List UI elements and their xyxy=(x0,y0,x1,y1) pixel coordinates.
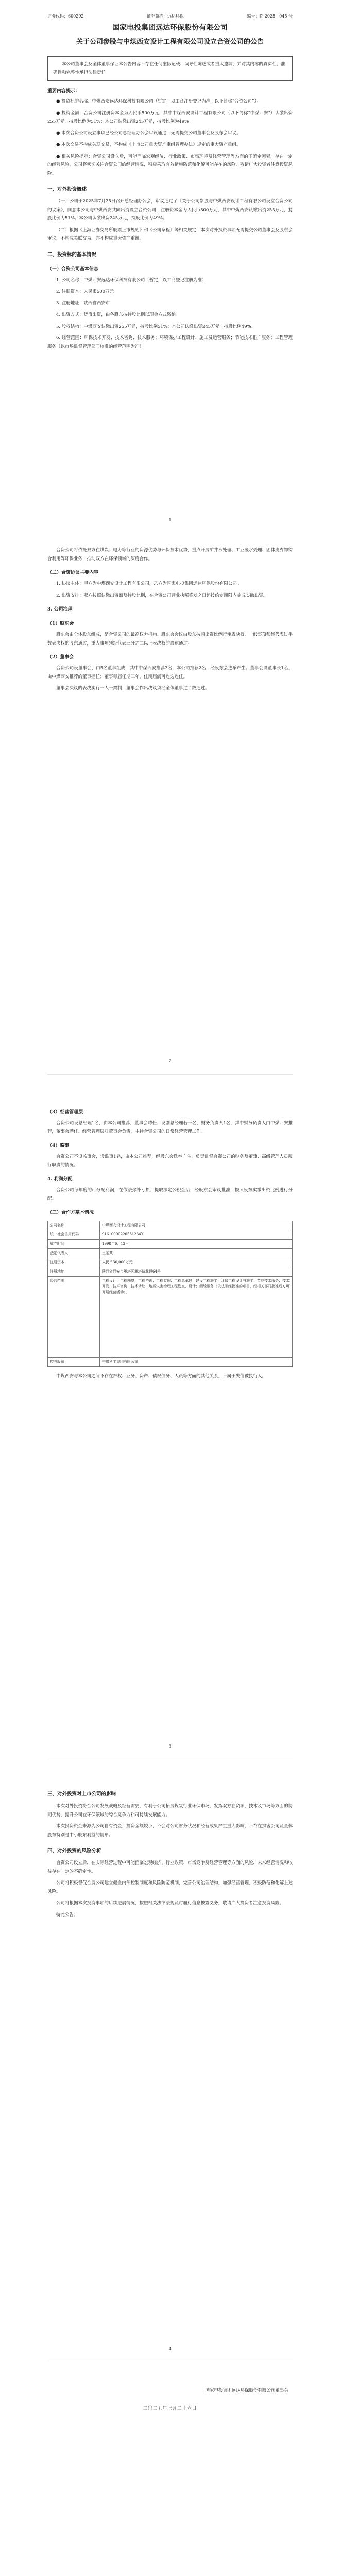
basic-item: 5. 股权结构：中煤西安认缴出资255万元，持股比例51%；本公司认缴出资245万元，持股比例49%。 xyxy=(56,324,256,329)
table-value: 91610000220531234X xyxy=(100,1230,293,1240)
page-number: 4 xyxy=(168,2347,172,2351)
notice-title: 关于公司参股与中煤西安设计工程有限公司设立合资公司的公告 xyxy=(76,38,264,46)
basic-item: 4. 出资方式：货币出资，由各股东按持股比例以现金方式缴纳。 xyxy=(56,312,180,317)
basic-item: 6. 经营范围：环保技术开发、技术咨询、技术服务；环境保护工程设计、施工及运营服务；节能技术推广服务；工程管理服务（以市场监督管理部门核准的经营范围为准）。 xyxy=(47,335,293,349)
board-text: 合资公司设董事会，由5名董事组成，其中中煤西安推荐3名，本公司推荐2名，经股东会选举产生。董事会设董事长1名，由中煤西安推荐的董事担任；董事每届任期三年，任期届满可连选连任。 xyxy=(47,666,293,680)
table-row xyxy=(48,1358,293,1367)
risk-paragraph: 公司将积极督促合资公司建立健全内部控制制度和风险防范机制，完善公司治理结构，加强经营管理，积极防范和化解上述风险。 xyxy=(47,1880,293,1894)
board-title: （2）董事会 xyxy=(47,655,74,660)
basic-item: 1. 公司名称：中煤西安远达环保科技有限公司（暂定，以工商登记注册为准） xyxy=(56,277,207,283)
page-2-closing: 董事会决议的表决实行一人一票制，董事会作出决议须经全体董事过半数通过。 xyxy=(56,686,210,691)
signature: 国家电投集团远达环保股份有限公司董事会 xyxy=(205,2388,288,2393)
table-key: 统一社会信用代码 xyxy=(48,1230,100,1240)
tip-item: ● 相关风险提示：合资公司设立后，可能面临宏观经济、行业政策、市场环境及经营管理等方面的不确定因素，存在一定的经营风险。公司将密切关注合资公司的经营情况，积极采取有效措施防范和化解可能存在的风险，敬请广大投资者注意投资风险。 xyxy=(47,154,293,176)
table-key: 成立时间 xyxy=(48,1240,100,1249)
risk-title: 四、对外投资的风险分析 xyxy=(47,1848,101,1854)
section-1-title: 一、对外投资概述 xyxy=(47,187,87,192)
table-key: 注册资本 xyxy=(48,1258,100,1267)
management-title: （3）经营管理层 xyxy=(47,1110,83,1115)
table-row xyxy=(48,1249,293,1258)
table-value: 人民币30,000万元 xyxy=(100,1258,293,1267)
tips-heading: 重要内容提示： xyxy=(47,89,80,94)
table-value: 中煤西安设计工程有限公司 xyxy=(100,1221,293,1230)
table-key: 控股股东 xyxy=(48,1358,100,1367)
page-5 xyxy=(47,2365,293,2576)
tip-item: ● 本次合资公司设立事项已经公司总经理办公会审议通过，无需提交公司董事会及股东会审议。 xyxy=(56,130,241,136)
table-value: 1998年6月12日 xyxy=(100,1240,293,1249)
supervisor-title: （4）监事 xyxy=(47,1143,70,1148)
impact-paragraph: 本次对外投资符合公司发展战略及经营需要，有利于公司拓展煤炭行业环保市场，发挥双方在资源、技术及市场等方面的协同优势，提升公司在环保领域的综合竞争力和可持续发展能力。 xyxy=(47,1804,293,1818)
page-2-paragraph: 合资公司将依托双方在煤炭、电力等行业的资源优势与环保技术优势，重点开展矿井水处理、工业废水处理、固体废弃物综合利用等环保业务，推动双方在环保领域的深度合作。 xyxy=(47,548,293,562)
shareholder-title: （1）股东会 xyxy=(47,621,74,626)
section-2-sub: （一）合资公司基本信息 xyxy=(47,266,99,272)
table-row xyxy=(48,1258,293,1267)
tip-item: ● 投资标的名称：中煤西安远达环保科技有限公司（暂定，以工商注册登记为准，以下简称“合资公司”）。 xyxy=(56,99,261,104)
company-name: 国家电投集团远达环保股份有限公司 xyxy=(112,24,228,32)
table-row xyxy=(48,1240,293,1249)
partner-title: （三）合作方基本情况 xyxy=(47,1210,94,1215)
table-row xyxy=(48,1277,293,1358)
table-key: 注册地址 xyxy=(48,1267,100,1277)
after-table-text: 中煤西安与本公司之间不存在产权、业务、资产、债权债务、人员等方面的其他关系，不属于失信被执行人。 xyxy=(56,1374,267,1379)
table-value: 工程设计；工程勘察；工程咨询；工程监理；工程总承包；建设工程施工；环保工程设计与施工；节能技术服务；技术开发、技术咨询、技术转让；地质灾害治理工程勘查、设计；测绘服务（依法须经批准的项目，经相关部门批准后方可开展经营活动）。 xyxy=(100,1277,293,1358)
impact-title: 三、对外投资对上市公司的影响 xyxy=(47,1791,116,1797)
table-value: 中煤科工集团有限公司 xyxy=(100,1358,293,1367)
profit-text: 合资公司每年度的可分配利润，在依法弥补亏损、提取法定公积金后，经股东会审议批准，按照股东实缴出资比例进行分配。 xyxy=(47,1188,293,1201)
partner-info-table xyxy=(47,1221,293,1367)
basic-item: 3. 注册地址：陕西省西安市 xyxy=(56,300,110,306)
page-2-paragraph: 1. 协议主体：甲方为中煤西安设计工程有限公司，乙方为国家电投集团远达环保股份有限公司。 xyxy=(56,581,242,586)
table-value: 陕西省西安市雁塔区雁塔路北段64号 xyxy=(100,1267,293,1277)
agreement-title: （二）合资协议主要内容 xyxy=(47,570,99,575)
page-number: 2 xyxy=(168,1059,172,1063)
page-number: 3 xyxy=(168,1744,172,1749)
profit-title: 4. 利润分配 xyxy=(47,1177,73,1182)
section-1-paragraph: （一）公司于2025年7月25日召开总经理办公会，审议通过了《关于公司参股与中煤西安设计工程有限公司设立合资公司的议案》，同意本公司与中煤西安共同出资设立合资公司，注册资本金为人民币500万元，其中中煤西安认缴出资255万元，持股比例为51%；本公司认缴出资245万元，持股比例为49%。 xyxy=(47,199,293,221)
supervisor-text: 合资公司不设监事会，设监事1名，由本公司推荐，经股东会选举产生，负责监督合资公司的财务及董事、高级管理人员履行职责的情况。 xyxy=(47,1154,293,1168)
impact-paragraph: 本次投资资金来源为公司自有资金，投资金额较小，不会对公司财务状况和经营成果产生重大影响，不存在损害公司及全体股东特别是中小股东利益的情形。 xyxy=(47,1824,293,1838)
tip-item: ● 投资金额：合资公司注册资本金为人民币500万元，其中中煤西安设计工程有限公司（以下简称“中煤西安”）认缴出资255万元，持股比例为51%；本公司认缴出资245万元，持股比例为49%。 xyxy=(47,110,293,124)
legal-notice-box: 本公司董事会及全体董事保证本公告内容不存在任何虚假记载、误导性陈述或者重大遗漏，并对其内容的真实性、准确性和完整性承担法律责任。 xyxy=(47,56,293,81)
closing-text: 特此公告。 xyxy=(56,1912,78,1918)
page-1 xyxy=(47,0,293,526)
table-key: 公司名称 xyxy=(48,1221,100,1230)
table-row xyxy=(48,1221,293,1230)
risk-paragraph: 公司将根据本次投资事项的后续进展情况，按照相关法律法规及时履行信息披露义务，敬请广大投资者注意投资风险。 xyxy=(56,1901,284,1906)
basic-item: 2. 注册资本：人民币500万元 xyxy=(56,289,114,294)
shareholder-text: 股东会由全体股东组成，是合资公司的最高权力机构。股东会会议由股东按照出资比例行使表决权，一般事项须经代表过半数表决权的股东通过，重大事项须经代表三分之二以上表决权的股东通过。 xyxy=(47,632,293,646)
page-divider xyxy=(47,1074,293,1075)
section-2-title: 二、投资标的基本情况 xyxy=(47,251,97,258)
header-meta xyxy=(47,13,293,19)
management-text: 合资公司设总经理1名，由本公司推荐，董事会聘任；设副总经理若干名、财务负责人1名，其中财务负责人由中煤西安推荐，董事会聘任。经营管理层对董事会负责，主持合资公司的日常经营管理工作。 xyxy=(47,1121,293,1134)
risk-paragraph: 合资公司设立后，在实际经营过程中可能面临宏观经济、行业政策、市场竞争及经营管理等方面的风险，未来经营情况和收益存在一定的不确定性。 xyxy=(47,1860,293,1874)
table-key: 经营范围 xyxy=(48,1277,100,1358)
page-number: 1 xyxy=(168,518,172,522)
page-2 xyxy=(47,526,293,1066)
stock-code: 证券代码：600292 xyxy=(47,14,84,19)
table-value: 王某某 xyxy=(100,1249,293,1258)
page-4 xyxy=(47,1762,293,2354)
table-row xyxy=(48,1230,293,1240)
table-key: 法定代表人 xyxy=(48,1249,100,1258)
notice-no: 编号：临 2025－045 号 xyxy=(247,14,293,19)
page-2-paragraph: 2. 出资安排：双方按照认缴出资额及持股比例，在合资公司营业执照签发之日起按约定期限内完成实缴出资。 xyxy=(56,592,268,598)
table-row xyxy=(48,1267,293,1277)
governance-title: 3. 公司治理 xyxy=(47,607,73,612)
tip-item: ● 本次交易不构成关联交易，不构成《上市公司重大资产重组管理办法》规定的重大资产重组。 xyxy=(56,142,241,147)
section-1-paragraph: （二）根据《上海证券交易所股票上市规则》和《公司章程》等相关规定，本次对外投资事项无需提交公司董事会及股东会审议，不构成关联交易，亦不构成重大资产重组。 xyxy=(47,227,293,241)
announcement-date: 二〇二五年七月二十六日 xyxy=(143,2406,197,2411)
page-3 xyxy=(47,1082,293,1752)
stock-short: 证券简称：远达环保 xyxy=(146,14,184,19)
